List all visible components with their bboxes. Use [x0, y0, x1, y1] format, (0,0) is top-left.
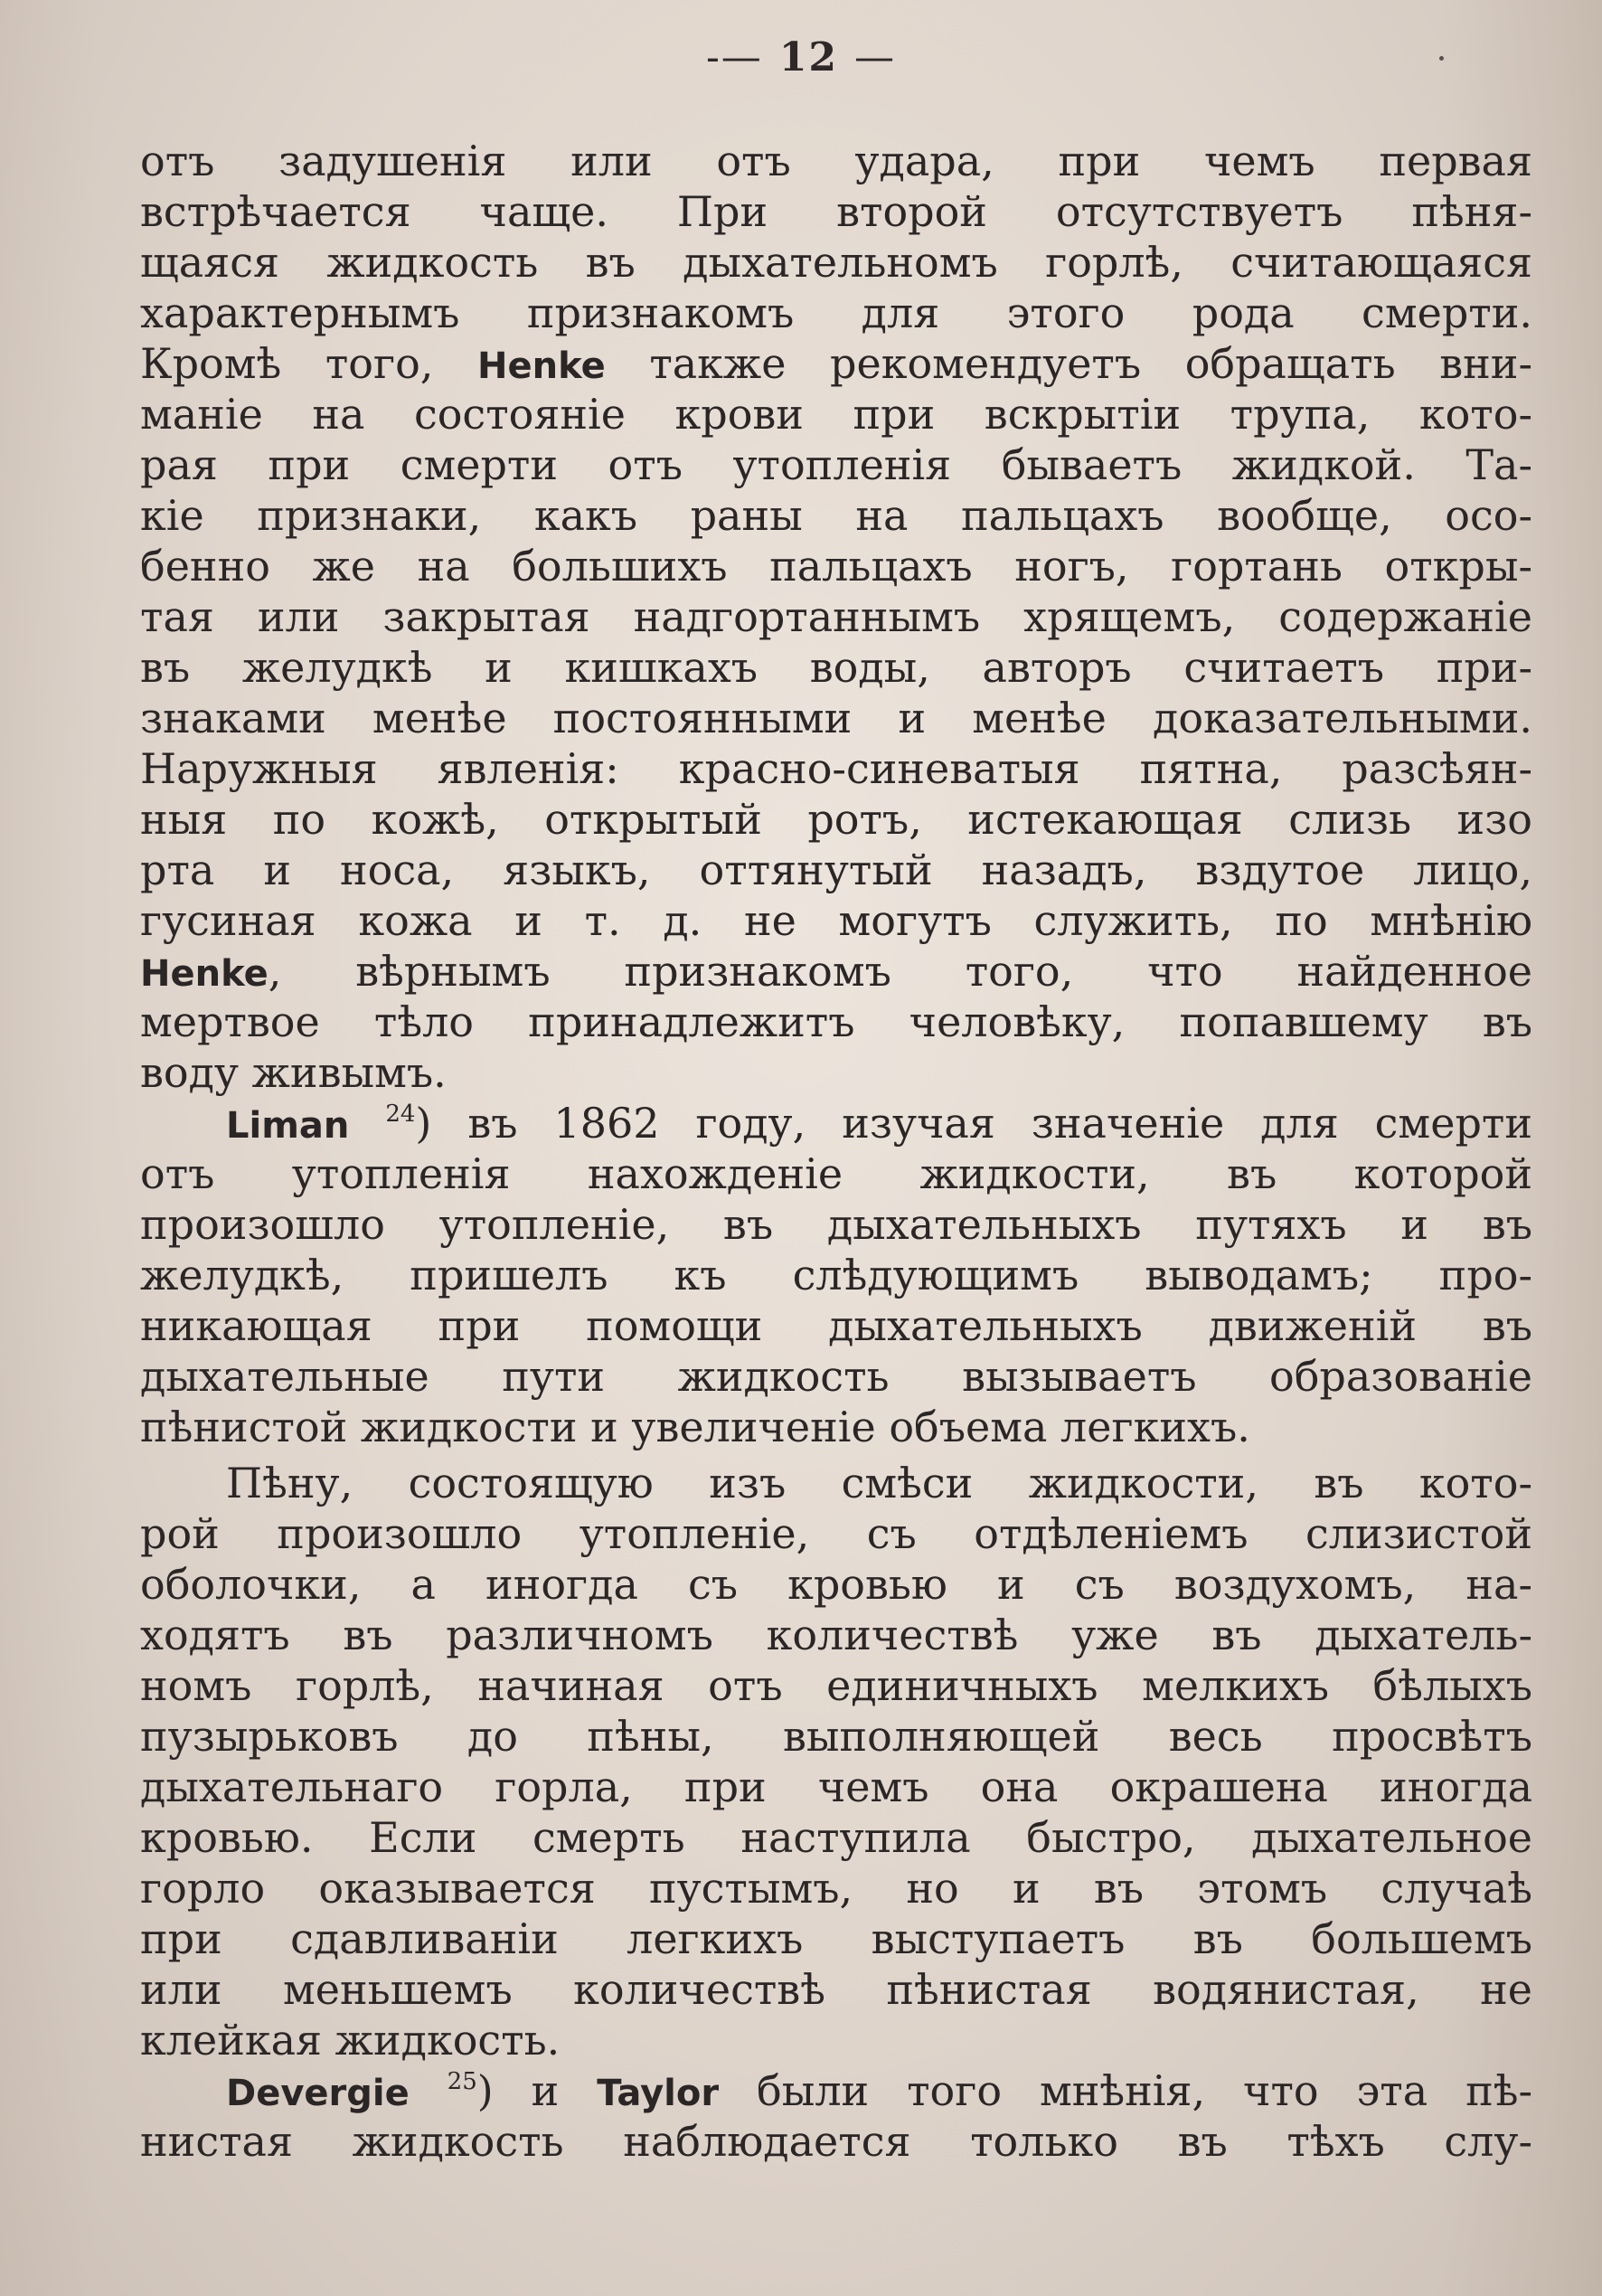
text-line: кровью. Если смерть наступила быстро, дыхательное	[140, 1813, 1532, 1862]
text-line: Пѣну, состоящую изъ смѣси жидкости, въ кото-	[226, 1459, 1532, 1507]
text-line: нистая жидкость наблюдается только въ тѣхъ слу-	[140, 2117, 1532, 2166]
text-fragment: въ 1862 году, изучая значеніе для смерти	[467, 1099, 1532, 1148]
text-fragment: Кромѣ того,	[140, 339, 434, 388]
page-number: 12	[778, 34, 839, 80]
text-line: щаяся жидкость въ дыхательномъ горлѣ, считающаяся	[140, 238, 1532, 287]
text-line: кіе признаки, какъ раны на пальцахъ вообще, осо-	[140, 491, 1532, 540]
author-name-henke: Henke	[476, 345, 606, 387]
text-line: бенно же на большихъ пальцахъ ногъ, гортань откры-	[140, 542, 1532, 591]
text-fragment: также рекомендуетъ обращать вни-	[649, 339, 1532, 388]
text-line: или меньшемъ количествѣ пѣнистая водянистая, не	[140, 1965, 1532, 2014]
text-line: желудкѣ, пришелъ къ слѣдующимъ выводамъ; про-	[140, 1251, 1532, 1299]
text-line: Devergie $^{25}$) и Taylor были того мнѣнія, что эта пѣ-	[226, 2066, 1533, 2115]
text-line: рта и носа, языкъ, оттянутый назадъ, вздутое лицо,	[140, 846, 1532, 894]
text-line: отъ задушенія или отъ удара, при чемъ первая	[140, 137, 1532, 185]
text-line: гусиная кожа и т. д. не могутъ служить, по мнѣнію	[140, 896, 1532, 945]
text-line: въ желудкѣ и кишкахъ воды, авторъ считаетъ при-	[140, 643, 1532, 692]
text-line: при сдавливаніи легкихъ выступаетъ въ большемъ	[140, 1914, 1532, 1963]
text-fragment: и	[531, 2066, 560, 2115]
text-line: произошло утопленіе, въ дыхательныхъ путяхъ и въ	[140, 1200, 1532, 1249]
text-line: воду живымъ.	[140, 1048, 447, 1097]
text-line: тая или закрытая надгортаннымъ хрящемъ, содержаніе	[140, 592, 1532, 641]
text-line: ныя по кожѣ, открытый ротъ, истекающая слизь изо	[140, 795, 1532, 844]
text-line: дыхательные пути жидкость вызываетъ образованіе	[140, 1352, 1532, 1401]
text-line: рая при смерти отъ утопленія бываетъ жидкой. Та-	[140, 440, 1532, 489]
text-line: горло оказывается пустымъ, но и въ этомъ случаѣ	[140, 1864, 1532, 1913]
text-line: знаками менѣе постоянными и менѣе доказательными.	[140, 694, 1532, 742]
text-line: отъ утопленія нахожденіе жидкости, въ которой	[140, 1149, 1532, 1198]
text-line: Наружныя явленія: красно-синеватыя пятна, разсѣян-	[140, 744, 1532, 793]
footnote-ref: 25	[447, 2068, 477, 2095]
author-name-liman: Liman	[226, 1105, 350, 1147]
text-line: ходятъ въ различномъ количествѣ уже въ дыхатель-	[140, 1611, 1532, 1659]
text-fragment: были того мнѣнія, что эта пѣ-	[757, 2066, 1533, 2115]
text-line: номъ горлѣ, начиная отъ единичныхъ мелкихъ бѣлыхъ	[140, 1661, 1532, 1710]
text-line: мертвое тѣло принадлежитъ человѣку, попавшему въ	[140, 997, 1532, 1046]
page-number-left-dash: -—	[705, 34, 763, 80]
body-text	[140, 136, 1532, 2167]
page-number-header	[0, 34, 1602, 80]
text-line: Liman $^{24}$) въ 1862 году, изучая значеніе для смерти	[226, 1099, 1532, 1148]
text-line: рой произошло утопленіе, съ отдѣленіемъ слизистой	[140, 1509, 1532, 1558]
text-line: оболочки, а иногда съ кровью и съ воздухомъ, на-	[140, 1560, 1532, 1609]
author-name-devergie: Devergie	[226, 2073, 410, 2114]
text-line	[140, 338, 1532, 389]
text-line: клейкая жидкость.	[140, 2016, 561, 2065]
text-line: характернымъ признакомъ для этого рода смерти.	[140, 288, 1532, 337]
text-line: никающая при помощи дыхательныхъ движеній въ	[140, 1301, 1532, 1350]
author-name-henke: Henke	[140, 953, 269, 995]
text-line: дыхательнаго горла, при чемъ она окрашена иногда	[140, 1762, 1532, 1811]
text-line: маніе на состояніе крови при вскрытіи трупа, кото-	[140, 390, 1532, 439]
author-name-taylor: Taylor	[597, 2073, 720, 2114]
page-number-right-dash: —	[854, 34, 897, 80]
text-line: встрѣчается чаще. При второй отсутствуетъ пѣня-	[140, 187, 1532, 236]
text-line: пузырьковъ до пѣны, выполняющей весь просвѣтъ	[140, 1712, 1532, 1761]
text-fragment: вѣрнымъ признакомъ того, что найденное	[355, 947, 1532, 996]
text-line: Henke, вѣрнымъ признакомъ того, что найденное	[140, 947, 1532, 996]
footnote-ref: 24	[385, 1101, 416, 1128]
text-line: пѣнистой жидкости и увеличеніе объема легкихъ.	[140, 1403, 1250, 1451]
